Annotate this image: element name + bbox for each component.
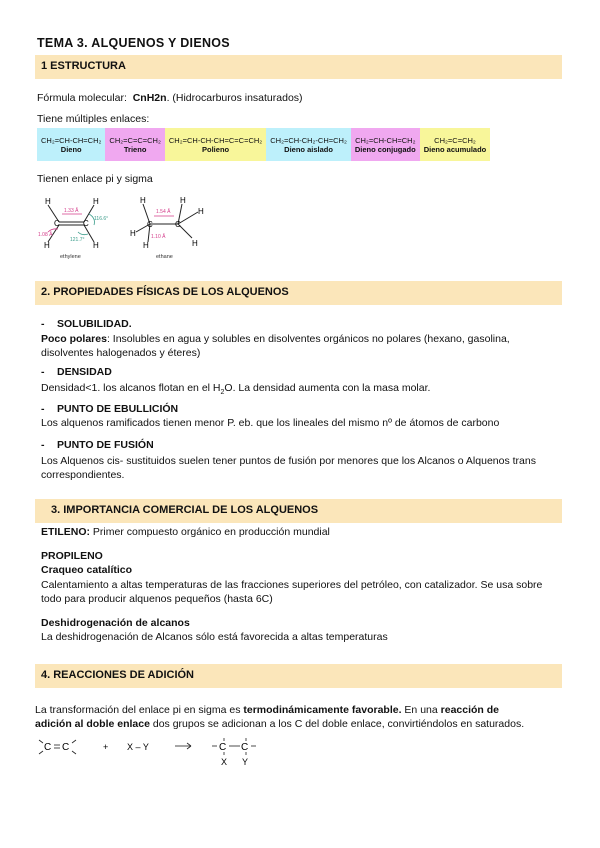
formula-value: CnH2n [132, 92, 167, 104]
svg-text:C: C [83, 219, 89, 228]
equation-plus: + [103, 742, 109, 752]
ethane-diagram [130, 192, 220, 264]
densidad-text: Densidad<1. los alcanos flotan en el $H_2O$. La densidad aumenta con la masa molar. [41, 382, 431, 397]
ebullicion-heading: - PUNTO DE EBULLICIÓN [41, 403, 179, 415]
svg-text:H: H [140, 196, 146, 205]
svg-text:C: C [147, 220, 153, 229]
bonds-intro: Tiene múltiples enlaces: [37, 113, 150, 125]
section-4-header [35, 664, 562, 688]
ethylene-angle-2: 121.7° [70, 237, 85, 243]
bond-cell-dieno-acumulado: CH₂=C=CH₂ Dieno acumulado [420, 128, 491, 161]
ethylene-ch-length: 1.08 Å [38, 232, 53, 238]
formula-note: . (Hidrocarburos insaturados) [166, 92, 303, 104]
section-2-title: 2. PROPIEDADES FÍSICAS DE LOS ALQUENOS [41, 286, 289, 298]
section-3-title: 3. IMPORTANCIA COMERCIAL DE LOS ALQUENOS [51, 504, 319, 516]
svg-text:H: H [130, 229, 136, 238]
svg-text:C: C [44, 742, 52, 753]
svg-text:H: H [44, 241, 50, 250]
ethylene-cc-length: 1.33 Å [64, 208, 79, 214]
densidad-heading: - DENSIDAD [41, 366, 112, 378]
deshidrogenacion-text: La deshidrogenación de Alcanos sólo está favorecida a altas temperaturas [41, 631, 388, 643]
ethane-caption: ethane [156, 254, 173, 260]
bond-cell-polieno: CH₂=CH-CH-CH=C=C=CH₂ Polieno [165, 128, 266, 161]
section-1-header [35, 55, 562, 79]
section-2-header [35, 281, 562, 305]
solubilidad-heading: - SOLUBILIDAD. [41, 318, 132, 330]
fusion-heading: - PUNTO DE FUSIÓN [41, 439, 154, 451]
etileno-line: ETILENO: Primer compuesto orgánico en producción mundial [41, 526, 330, 538]
section-1-title: 1 ESTRUCTURA [41, 60, 126, 72]
svg-text:H: H [93, 241, 99, 250]
ethylene-diagram [36, 192, 126, 264]
ethylene-caption: ethylene [60, 254, 81, 260]
svg-text:C: C [241, 742, 249, 753]
formula-label: Fórmula molecular: [37, 92, 127, 104]
addition-reaction-equation [35, 734, 295, 774]
bond-cell-dieno-aislado: CH₂=CH-CH₂-CH=CH₂ Dieno aislado [266, 128, 351, 161]
deshidrogenacion-heading: Deshidrogenación de alcanos [41, 617, 190, 629]
solubilidad-text: Poco polares: Insolubles en agua y solubles en disolventes orgánicos no polares (hexano, gasolina, disolventes halogenados y éteres) [41, 333, 510, 359]
fusion-text: Los Alquenos cis- sustituidos suelen tener puntos de fusión por menores que los Alcanos o Alquenos trans correspondientes. [41, 455, 536, 481]
section-4-title: 4. REACCIONES DE ADICIÓN [41, 669, 195, 681]
pi-sigma-text: Tienen enlace pi y sigma [37, 173, 153, 185]
bond-cell-trieno: CH₂=C=C=CH₂ Trieno [105, 128, 164, 161]
ethylene-angle-1: 116.6° [94, 216, 109, 222]
equation-y: Y [242, 757, 249, 767]
propileno-heading: PROPILENO [41, 550, 103, 562]
craqueo-heading: Craqueo catalítico [41, 564, 133, 576]
svg-text:H: H [192, 239, 198, 248]
ethane-cc-length: 1.54 Å [156, 209, 171, 215]
svg-text:C: C [175, 220, 181, 229]
svg-text:H: H [45, 197, 51, 206]
svg-text:C: C [54, 219, 60, 228]
bond-cell-dieno: CH₂=CH-CH=CH₂ Dieno [37, 128, 105, 161]
bond-cell-dieno-conjugado: CH₂=CH-CH=CH₂ Dieno conjugado [351, 128, 420, 161]
svg-text:H: H [93, 197, 99, 206]
adicion-paragraph: La transformación del enlace pi en sigma es termodinámicamente favorable. En una reacción de adición al doble enlace dos grupos se adicionan a los C del doble enlace, convirtiéndolos en saturados. [35, 704, 525, 730]
page-title: TEMA 3. ALQUENOS Y DIENOS [37, 36, 230, 50]
craqueo-text: Calentamiento a altas temperaturas de las fracciones superiores del petróleo, con catalizador. Se usa sobre todo para producir alquenos pequeños (hasta 6C) [41, 579, 543, 605]
formula-line [37, 91, 303, 105]
svg-text:H: H [198, 207, 204, 216]
section-3-header [35, 499, 562, 523]
ebullicion-text: Los alquenos ramificados tienen menor P. eb. que los lineales del mismo nº de átomos de carbono [41, 417, 500, 429]
svg-text:C: C [219, 742, 227, 753]
equation-x: X [221, 757, 228, 767]
ethane-ch-length: 1.10 Å [151, 234, 166, 240]
bond-types-table [37, 128, 490, 161]
svg-text:H: H [143, 241, 149, 250]
svg-text:C: C [62, 742, 70, 753]
equation-reagent: X – Y [127, 742, 149, 752]
svg-text:H: H [180, 196, 186, 205]
